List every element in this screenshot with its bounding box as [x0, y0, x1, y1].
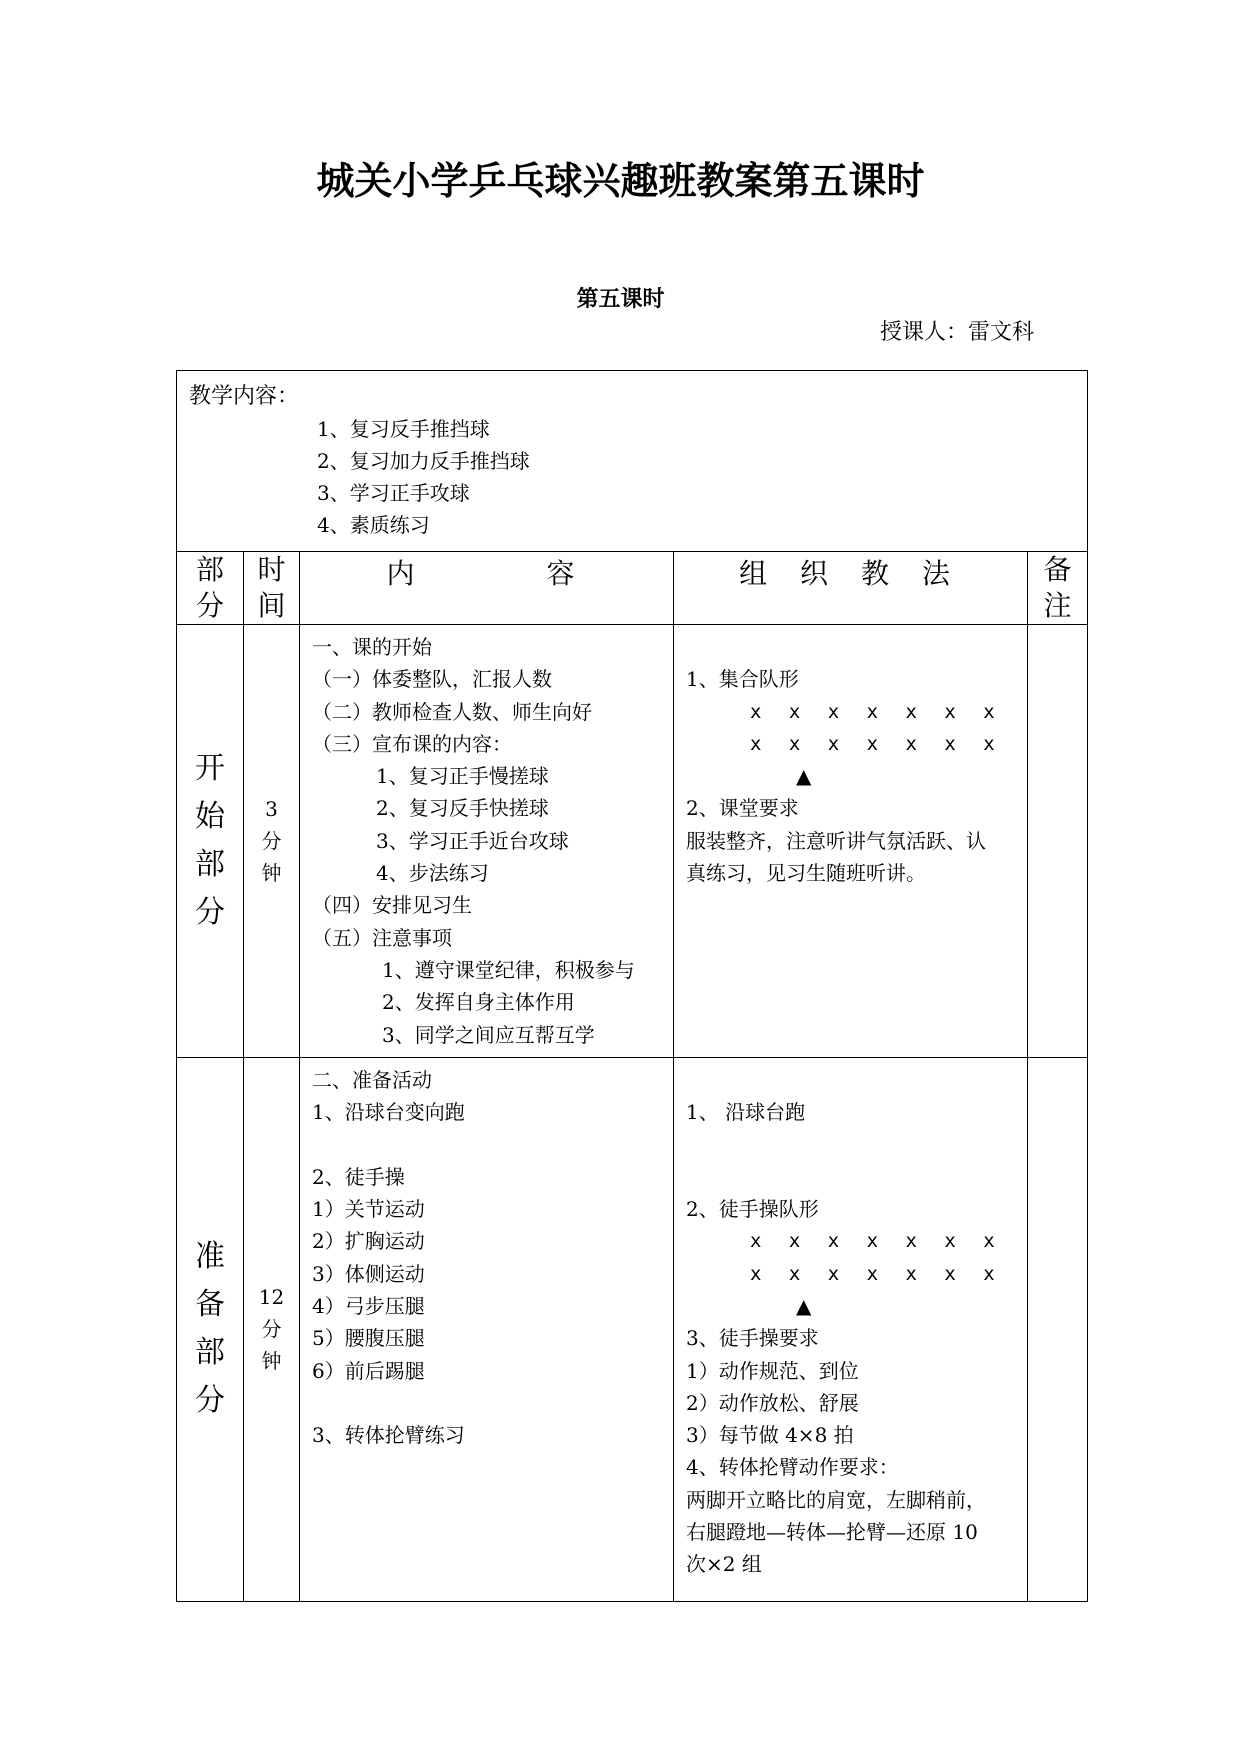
formation-row: x x x x x x x [750, 1230, 1003, 1253]
content-line: 2、复习反手快搓球 [376, 796, 549, 821]
content-line: 3）体侧运动 [312, 1261, 425, 1286]
content-line: （五）注意事项 [312, 925, 452, 950]
content-line: 3、学习正手近台攻球 [376, 828, 569, 853]
formation-row: x x x x x x x [750, 732, 1003, 755]
method-line: 4、转体抡臂动作要求： [686, 1455, 899, 1480]
section-name-char: 部 [195, 1335, 225, 1371]
method-line: 两脚开立略比的肩宽，左脚稍前， [686, 1487, 986, 1512]
header-content-label: 内 容 [386, 557, 587, 590]
content-line: 2）扩胸运动 [312, 1229, 425, 1254]
list-item: 1、复习反手推挡球 [317, 417, 490, 441]
teacher-name: 授课人：雷文科 [880, 320, 1035, 345]
section-content-prep [300, 1057, 674, 1601]
section-name-prep [177, 1057, 244, 1601]
document-title: 城关小学乒乓球兴趣班教案第五课时 [316, 159, 925, 203]
section-name-char: 始 [195, 798, 225, 834]
method-line: 次×2 组 [686, 1552, 762, 1577]
header-row [177, 552, 1088, 625]
section-time-prep [244, 1057, 300, 1601]
header-part-char: 部 [195, 553, 224, 586]
section-note-start [1028, 625, 1088, 1058]
method-line: 2、课堂要求 [686, 796, 799, 821]
teaching-contents-row [177, 371, 1088, 552]
content-line: 1、沿球台变向跑 [312, 1100, 465, 1125]
section-content-start [300, 625, 674, 1058]
content-line: 5）腰腹压腿 [312, 1326, 425, 1351]
list-item: 3、学习正手攻球 [317, 481, 470, 505]
header-note [1028, 552, 1088, 625]
teaching-contents-list [317, 413, 1075, 541]
method-line: 服装整齐，注意听讲气氛活跃、认 [686, 828, 986, 853]
header-time [244, 552, 300, 625]
header-time-char: 时 [257, 553, 286, 586]
teaching-contents-cell [177, 371, 1088, 552]
content-line: （三）宣布课的内容： [312, 731, 512, 756]
content-line [312, 1128, 661, 1160]
header-note-char: 注 [1043, 589, 1072, 622]
content-line: 二、准备活动 [312, 1067, 432, 1092]
section-row-start [177, 625, 1088, 1058]
section-name-char: 开 [195, 750, 225, 786]
header-method-label: 组 织 教 法 [739, 557, 962, 590]
section-name-char: 备 [195, 1287, 225, 1323]
section-name-char: 分 [195, 1383, 225, 1419]
list-item: 2、复习加力反手推挡球 [317, 449, 530, 473]
content-line: 4）弓步压腿 [312, 1293, 425, 1318]
content-line [312, 1387, 661, 1419]
section-method-start [674, 625, 1028, 1058]
method-line: 1、 沿球台跑 [686, 1100, 806, 1125]
header-content [300, 552, 674, 625]
section-time-char: 分 [261, 828, 282, 853]
content-line: 4、步法练习 [376, 861, 489, 886]
section-name-char: 准 [195, 1239, 225, 1275]
content-line: 一、课的开始 [312, 635, 432, 659]
section-time-char: 钟 [261, 860, 282, 885]
section-time-char: 分 [261, 1317, 282, 1342]
teacher-triangle-icon: ▲ [796, 764, 812, 789]
header-method [674, 552, 1028, 625]
header-time-char: 间 [257, 589, 286, 622]
content-line: 1、遵守课堂纪律，积极参与 [382, 957, 635, 982]
method-line: 2）动作放松、舒展 [686, 1390, 859, 1415]
section-name-start [177, 625, 244, 1058]
header-part-char: 分 [195, 589, 224, 622]
header-note-char: 备 [1043, 553, 1072, 586]
section-time-char: 钟 [261, 1349, 282, 1374]
section-method-prep [674, 1057, 1028, 1601]
content-line: 2、徒手操 [312, 1164, 405, 1189]
section-time-char: 12 [258, 1285, 285, 1310]
section-time-start [244, 625, 300, 1058]
header-part [177, 552, 244, 625]
method-line: 3、徒手操要求 [686, 1326, 819, 1351]
list-item: 4、素质练习 [317, 513, 430, 537]
teacher-triangle-icon: ▲ [796, 1293, 812, 1318]
content-line: 3、转体抡臂练习 [312, 1423, 465, 1448]
lesson-plan-table [176, 370, 1088, 1602]
content-line: （一）体委整队，汇报人数 [312, 667, 552, 692]
content-line: （二）教师检查人数、师生向好 [312, 699, 592, 724]
method-line: 右腿蹬地—转体—抡臂—还原 10 [686, 1520, 978, 1545]
section-row-prep [177, 1057, 1088, 1601]
content-line: 1）关节运动 [312, 1197, 425, 1222]
section-note-prep [1028, 1057, 1088, 1601]
content-line: 6）前后踢腿 [312, 1358, 425, 1383]
method-line: 3）每节做 4×8 拍 [686, 1423, 854, 1448]
section-time-char: 3 [265, 796, 278, 821]
section-name-char: 分 [195, 894, 225, 930]
content-line: 1、复习正手慢搓球 [376, 764, 549, 789]
content-line: 3、同学之间应互帮互学 [382, 1022, 595, 1047]
formation-row: x x x x x x x [750, 1262, 1003, 1285]
content-line: 2、发挥自身主体作用 [382, 990, 575, 1015]
section-name-char: 部 [195, 846, 225, 882]
method-line: 2、徒手操队形 [686, 1197, 819, 1222]
lesson-subtitle: 第五课时 [576, 287, 665, 312]
formation-row: x x x x x x x [750, 700, 1003, 723]
method-line: 1）动作规范、到位 [686, 1358, 859, 1383]
content-line: （四）安排见习生 [312, 893, 472, 918]
teaching-contents-label: 教学内容： [189, 384, 300, 409]
method-line: 1、集合队形 [686, 667, 799, 692]
method-line: 真练习，见习生随班听讲。 [686, 861, 926, 886]
